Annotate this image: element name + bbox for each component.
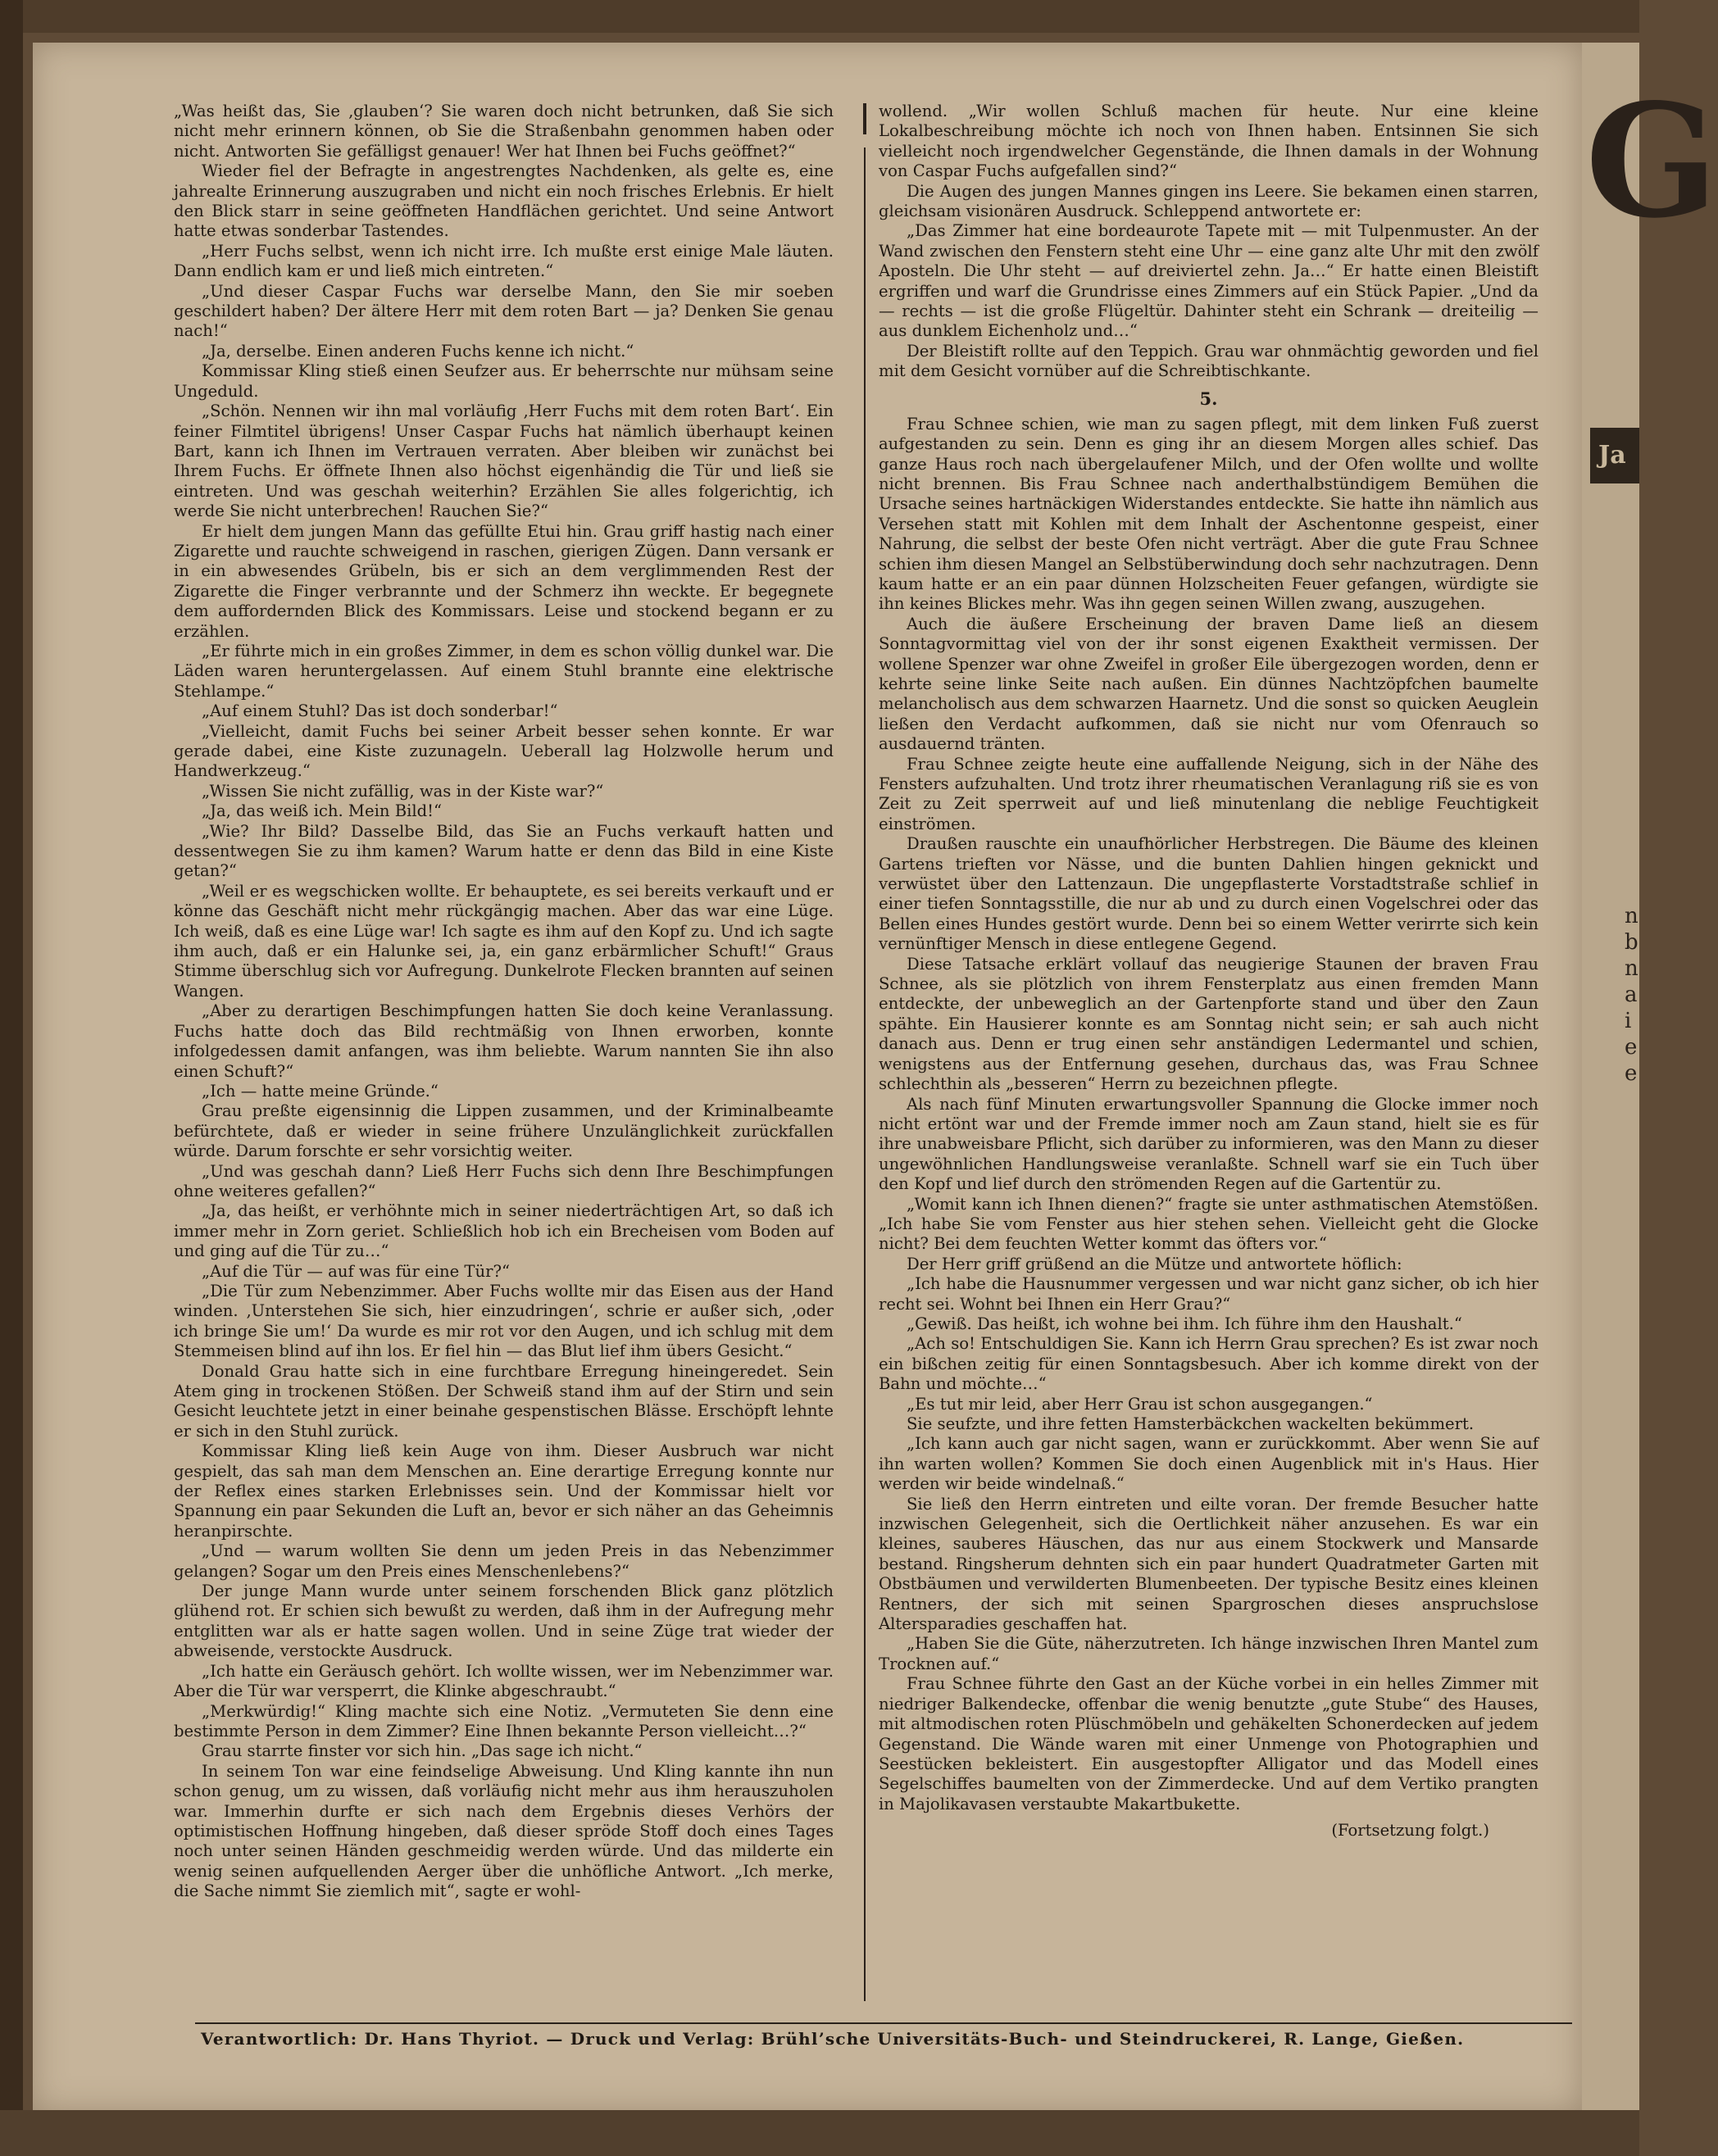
paragraph: Die Augen des jungen Mannes gingen ins Leere. Sie bekamen einen starren, gleichsam visionären Ausdruck. Schleppend antwortete er:: [879, 181, 1538, 221]
paragraph: wollend. „Wir wollen Schluß machen für heute. Nur eine kleine Lokalbeschreibung möchte ich noch von Ihnen haben. Entsinnen Sie sich vielleicht noch irgendwelcher Gegenstände, die Ihnen damals in der Wohnung von Caspar Fuchs aufgefallen sind?“: [879, 102, 1538, 181]
paragraph: „Ich habe die Hausnummer vergessen und war nicht ganz sicher, ob ich hier recht sei. Wohnt bei Ihnen ein Herr Grau?“: [879, 1274, 1538, 1314]
imprint-line: Verantwortlich: Dr. Hans Thyriot. — Druck und Verlag: Brühl’sche Universitäts-Buch- und Steindruckerei, R. Lange, Gießen.: [201, 2029, 1465, 2049]
paragraph: Der Bleistift rollte auf den Teppich. Grau war ohnmächtig geworden und fiel mit dem Gesicht vornüber auf die Schreibtischkante.: [879, 341, 1538, 381]
paragraph: „Und was geschah dann? Ließ Herr Fuchs sich denn Ihre Beschimpfungen ohne weiteres gefallen?“: [174, 1161, 834, 1201]
scan-background-bottom: [0, 2110, 1639, 2156]
paragraph: „Was heißt das, Sie ‚glauben‘? Sie waren doch nicht betrunken, daß Sie sich nicht mehr erinnern können, ob Sie die Straßenbahn genommen haben oder nicht. Antworten Sie gefälligst genauer! Wer hat Ihnen bei Fuchs geöffnet?“: [174, 102, 834, 161]
paragraph: Auch die äußere Erscheinung der braven Dame ließ an diesem Sonntagvormittag viel von der ihr sonst eigenen Exaktheit vermissen. Der wollene Spenzer war ohne Zweifel in großer Eile übergezogen worden, denn er kehrte seine linke Seite nach außen. Ein dünnes Nachtzöpfchen baumelte melancholisch aus dem schwarzen Haarnetz. Und die sonst so quicken Aeuglein ließen den Verdacht aufkommen, daß sie nicht nur vom Ofenrauch so ausdauernd tränten.: [879, 614, 1538, 754]
paragraph: „Wie? Ihr Bild? Dasselbe Bild, das Sie an Fuchs verkauft hatten und dessentwegen Sie zu ihm kamen? Warum hatte er denn das Bild in eine Kiste getan?“: [174, 821, 834, 881]
paragraph: „Ich kann auch gar nicht sagen, wann er zurückkommt. Aber wenn Sie auf ihn warten wollen? Kommen Sie doch einen Augenblick mit in's Haus. Hier werden wir beide windelnaß.“: [879, 1434, 1538, 1494]
column-divider-top: [863, 103, 866, 134]
paragraph: „Merkwürdig!“ Kling machte sich eine Notiz. „Vermuteten Sie denn eine bestimmte Person in dem Zimmer? Eine Ihnen bekannte Person vielleicht…?“: [174, 1701, 834, 1741]
adjacent-text-fragment: n b n a i e e: [1625, 904, 1638, 1086]
paragraph: Er hielt dem jungen Mann das gefüllte Etui hin. Grau griff hastig nach einer Zigarette und rauchte schweigend in raschen, gierigen Zügen. Dann versank er in ein abwesendes Grübeln, bis er sich an dem verglimmenden Rest der Zigarette die Finger verbrannte und der Schmerz ihn weckte. Er begegnete dem auffordernden Blick des Kommissars. Leise und stockend begann er zu erzählen.: [174, 521, 834, 641]
paragraph: Grau preßte eigensinnig die Lippen zusammen, und der Kriminalbeamte befürchtete, daß er wieder in seine frühere Unzulänglichkeit zurückfallen würde. Darum forschte er sehr vorsichtig weiter.: [174, 1101, 834, 1161]
paragraph: „Ich hatte ein Geräusch gehört. Ich wollte wissen, wer im Nebenzimmer war. Aber die Tür war versperrt, die Klinke abgeschraubt.“: [174, 1661, 834, 1701]
paragraph: „Auf einem Stuhl? Das ist doch sonderbar!“: [202, 701, 558, 721]
scan-background-top: [0, 0, 1639, 33]
footer-rule: [195, 2022, 1572, 2024]
adjacent-large-letter: G: [1585, 70, 1718, 252]
paragraph: Grau starrte finster vor sich hin. „Das sage ich nicht.“: [202, 1741, 643, 1761]
paragraph: Kommissar Kling ließ kein Auge von ihm. Dieser Ausbruch war nicht gespielt, das sah man dem Menschen an. Eine derartige Erregung konnte nur der Reflex eines starken Erlebnisses sein. Und der Kommissar hielt vor Spannung ein paar Sekunden die Luft an, bevor er sich näher an das Geheimnis heranpirschte.: [174, 1441, 834, 1541]
paragraph: Sie ließ den Herrn eintreten und eilte voran. Der fremde Besucher hatte inzwischen Gelegenheit, sich die Oertlichkeit näher anzusehen. Es war ein kleines, sauberes Häuschen, das nur aus einem Stockwerk und Mansarde bestand. Ringsherum dehnten sich ein paar hundert Quadratmeter Garten mit Obstbäumen und verwilderten Blumenbeeten. Der typische Besitz eines kleinen Rentners, der sich mit seinen Spargroschen dieses anspruchslose Altersparadies geschaffen hat.: [879, 1494, 1538, 1634]
paragraph: „Ach so! Entschuldigen Sie. Kann ich Herrn Grau sprechen? Es ist zwar noch ein bißchen zeitig für einen Sonntagsbesuch. Aber ich komme direkt von der Bahn und möchte…“: [879, 1334, 1538, 1394]
paragraph: Diese Tatsache erklärt vollauf das neugierige Staunen der braven Frau Schnee, als sie plötzlich von ihrem Fensterplatz aus einen fremden Mann entdeckte, der unbeweglich an der Gartenpforte stand und über den Zaun spähte. Ein Hausierer konnte es am Sonntag nicht sein; er sah auch nicht danach aus. Denn er trug einen sehr anständigen Ledermantel und schien, wenigstens aus der Entfernung gesehen, durchaus das, was Frau Schnee schlechthin als „besseren“ Herrn zu bezeichnen pflegte.: [879, 954, 1538, 1094]
paragraph: „Gewiß. Das heißt, ich wohne bei ihm. Ich führe ihm den Haushalt.“: [907, 1314, 1462, 1333]
left-column: [174, 102, 834, 1902]
paragraph: „Schön. Nennen wir ihn mal vorläufig ‚Herr Fuchs mit dem roten Bart‘. Ein feiner Filmtitel übrigens! Unser Caspar Fuchs hat nämlich überhaupt keinen Bart, kann ich Ihnen im Vertrauen verraten. Aber bleiben wir zunächst bei Ihrem Fuchs. Er öffnete Ihnen also höchst eigenhändig die Tür und ließ sie eintreten. Und was geschah weiterhin? Erzählen Sie alles folgerichtig, ich werde Sie nicht unterbrechen! Rauchen Sie?“: [174, 402, 834, 521]
chapter-number: 5.: [1199, 388, 1218, 409]
paragraph: Der junge Mann wurde unter seinem forschenden Blick ganz plötzlich glühend rot. Er schien sich bewußt zu werden, daß ihm in der Aufregung mehr entglitten war als er hatte sagen wollen. Und in seine Züge trat wieder der abweisende, verstockte Ausdruck.: [174, 1582, 834, 1661]
paragraph: „Ja, das weiß ich. Mein Bild!“: [202, 801, 443, 821]
paragraph: Frau Schnee führte den Gast an der Küche vorbei in ein helles Zimmer mit niedriger Balkendecke, offenbar die wenig benutzte „gute Stube“ des Hauses, mit altmodischen roten Plüschmöbeln und gehäkelten Schonerdecken auf jedem Gegenstand. Die Wände waren mit einer Unmenge von Photographien und Seestücken bekleistert. Ein ausgestopfter Alligator und das Modell eines Segelschiffes baumelten von der Zimmerdecke. Und auf dem Vertiko prangten in Majolikavasen verstaubte Makartbukette.: [879, 1674, 1538, 1813]
paragraph: „Auf die Tür — auf was für eine Tür?“: [202, 1261, 511, 1281]
paragraph: Frau Schnee zeigte heute eine auffallende Neigung, sich in der Nähe des Fensters aufzuhalten. Und trotz ihrer rheumatischen Veranlagung riß sie es von Zeit zu Zeit sperrweit auf und ließ minutenlang die neblige Feuchtigkeit einströmen.: [879, 754, 1538, 833]
paragraph: Frau Schnee schien, wie man zu sagen pflegt, mit dem linken Fuß zuerst aufgestanden zu sein. Denn es ging ihr an diesem Morgen alles schief. Das ganze Haus roch nach übergelaufener Milch, und der Ofen wollte und wollte nicht brennen. Bis Frau Schnee nach anderthalbstündigem Bemühen die Ursache seines hartnäckigen Widerstandes entdeckte. Sie hatte ihn nämlich aus Versehen statt mit Kohlen mit dem Inhalt der Aschentonne gespeist, einer Nahrung, die selbst der beste Ofen nicht verträgt. Aber die gute Frau Schnee schien ihm diesen Mangel an Selbstüberwindung doch sehr nachzutragen. Denn kaum hatte er an ein paar dünnen Holzscheiten Feuer gefangen, würdigte sie ihn keines Blickes mehr. Was ihn gegen seinen Willen zwang, auszugehen.: [879, 414, 1538, 614]
paragraph: „Vielleicht, damit Fuchs bei seiner Arbeit besser sehen konnte. Er war gerade dabei, eine Kiste zuzunageln. Ueberall lag Holzwolle herum und Handwerkzeug.“: [174, 721, 834, 781]
paragraph: „Es tut mir leid, aber Herr Grau ist schon ausgegangen.“: [907, 1394, 1373, 1414]
paragraph: In seinem Ton war eine feindselige Abweisung. Und Kling kannte ihn nun schon genug, um zu wissen, daß vorläufig nicht mehr aus ihm herauszuholen war. Immerhin durfte er sich nach dem Ergebnis dieses Verhörs der optimistischen Hoffnung hingeben, daß dieser spröde Stoff doch eines Tages noch unter seinen Händen geschmeidig werden würde. Und das milderte ein wenig seinen aufquellenden Aerger über die unhöfliche Antwort. „Ich merke, die Sache nimmt Sie ziemlich mit“, sagte er wohl-: [174, 1761, 834, 1901]
continuation-note: (Fortsetzung folgt.): [1331, 1821, 1489, 1841]
adjacent-label: Ja: [1590, 428, 1639, 483]
paragraph: „Herr Fuchs selbst, wenn ich nicht irre. Ich mußte erst einige Male läuten. Dann endlich kam er und ließ mich eintreten.“: [174, 241, 834, 281]
paragraph: „Aber zu derartigen Beschimpfungen hatten Sie doch keine Veranlassung. Fuchs hatte doch das Bild rechtmäßig von Ihnen erworben, konnte infolgedessen damit anfangen, was ihm beliebte. Warum nannten Sie ihn also einen Schuft?“: [174, 1001, 834, 1081]
paragraph: „Weil er es wegschicken wollte. Er behauptete, es sei bereits verkauft und er könne das Geschäft nicht mehr rückgängig machen. Aber das war eine Lüge. Ich weiß, daß es eine Lüge war! Ich sagte es ihm auf den Kopf zu. Und ich sagte ihm auch, daß er ein Halunke sei, ja, ein ganz erbärmlicher Schuft!“ Graus Stimme überschlug sich vor Aufregung. Dunkelrote Flecken brannten auf seinen Wangen.: [174, 881, 834, 1001]
paragraph: „Er führte mich in ein großes Zimmer, in dem es schon völlig dunkel war. Die Läden waren heruntergelassen. Auf einem Stuhl brannte eine elektrische Stehlampe.“: [174, 641, 834, 701]
paragraph: „Und dieser Caspar Fuchs war derselbe Mann, den Sie mir soeben geschildert haben? Der ältere Herr mit dem roten Bart — ja? Denken Sie genau nach!“: [174, 281, 834, 341]
paragraph: „Ich — hatte meine Gründe.“: [202, 1081, 439, 1101]
adjacent-page-edge: [1582, 43, 1718, 2112]
paragraph: „Ja, das heißt, er verhöhnte mich in seiner niederträchtigen Art, so daß ich immer mehr in Zorn geriet. Schließlich hob ich ein Brecheisen vom Boden auf und ging auf die Tür zu…“: [174, 1201, 834, 1261]
paragraph: „Ja, derselbe. Einen anderen Fuchs kenne ich nicht.“: [202, 341, 634, 361]
paragraph: Sie seufzte, und ihre fetten Hamsterbäckchen wackelten bekümmert.: [907, 1414, 1475, 1433]
paragraph: Donald Grau hatte sich in eine furchtbare Erregung hineingeredet. Sein Atem ging in trockenen Stößen. Der Schweiß stand ihm auf der Stirn und sein Gesicht leuchtete jetzt in einer beinahe gespenstischen Blässe. Erschöpft lehnte er sich in den Stuhl zurück.: [174, 1361, 834, 1441]
paragraph: Kommissar Kling stieß einen Seufzer aus. Er beherrschte nur mühsam seine Ungeduld.: [174, 361, 834, 401]
paragraph: „Haben Sie die Güte, näherzutreten. Ich hänge inzwischen Ihren Mantel zum Trocknen auf.“: [879, 1634, 1538, 1673]
paragraph: Als nach fünf Minuten erwartungsvoller Spannung die Glocke immer noch nicht ertönt war und der Fremde immer noch am Zaun stand, hielt sie es für ihre unabweisbare Pflicht, sich darüber zu informieren, was den Mann zu dieser ungewöhnlichen Handlungsweise veranlaßte. Schnell warf sie ein Tuch über den Kopf und lief durch den strömenden Regen auf die Gartentür zu.: [879, 1094, 1538, 1194]
paragraph: „Wissen Sie nicht zufällig, was in der Kiste war?“: [202, 781, 604, 801]
paragraph: „Womit kann ich Ihnen dienen?“ fragte sie unter asthmatischen Atemstößen. „Ich habe Sie vom Fenster aus hier stehen sehen. Vielleicht geht die Glocke nicht? Bei dem feuchten Wetter kommt das öfters vor.“: [879, 1194, 1538, 1254]
paragraph: Wieder fiel der Befragte in angestrengtes Nachdenken, als gelte es, eine jahrealte Erinnerung auszugraben und nicht ein noch frisches Erlebnis. Er hielt den Blick starr in seine geöffneten Handflächen gerichtet. Und seine Antwort hatte etwas sonderbar Tastendes.: [174, 161, 834, 241]
column-divider: [864, 148, 866, 2001]
newspaper-page: [33, 43, 1582, 2112]
book-binding-edge: [0, 0, 23, 2156]
paragraph: Draußen rauschte ein unaufhörlicher Herbstregen. Die Bäume des kleinen Gartens trieften vor Nässe, und die bunten Dahlien hingen geknickt und verwüstet über den Lattenzaun. Die ungepflasterte Vorstadtstraße schlief in einer tiefen Sonntagsstille, die nur ab und zu durch einen Vogelschrei oder das Bellen eines Hundes gestört wurde. Denn bei so einem Wetter verirrte sich kein vernünftiger Mensch in diese entlegene Gegend.: [879, 834, 1538, 954]
paragraph: Der Herr griff grüßend an die Mütze und antwortete höflich:: [907, 1254, 1402, 1273]
right-column: [879, 102, 1538, 1841]
paragraph: „Und — warum wollten Sie denn um jeden Preis in das Nebenzimmer gelangen? Sogar um den Preis eines Menschenlebens?“: [174, 1541, 834, 1581]
paragraph: „Die Tür zum Nebenzimmer. Aber Fuchs wollte mir das Eisen aus der Hand winden. ‚Unterstehen Sie sich, hier einzudringen‘, schrie er außer sich, ‚oder ich bringe Sie um!‘ Da wurde es mir rot vor den Augen, und ich schlug mit dem Stemmeisen blind auf ihn los. Er fiel hin — das Blut lief ihm übers Gesicht.“: [174, 1281, 834, 1361]
paragraph: „Das Zimmer hat eine bordeaurote Tapete mit — mit Tulpenmuster. An der Wand zwischen den Fenstern steht eine Uhr — eine ganz alte Uhr mit den zwölf Aposteln. Die Uhr steht — auf dreiviertel zehn. Ja…“ Er hatte einen Bleistift ergriffen und warf die Grundrisse eines Zimmers auf ein Stück Papier. „Und da — rechts — ist die große Flügeltür. Dahinter steht ein Schrank — dreiteilig — aus dunklem Eichenholz und…“: [879, 221, 1538, 341]
page-content: [33, 43, 1582, 2112]
